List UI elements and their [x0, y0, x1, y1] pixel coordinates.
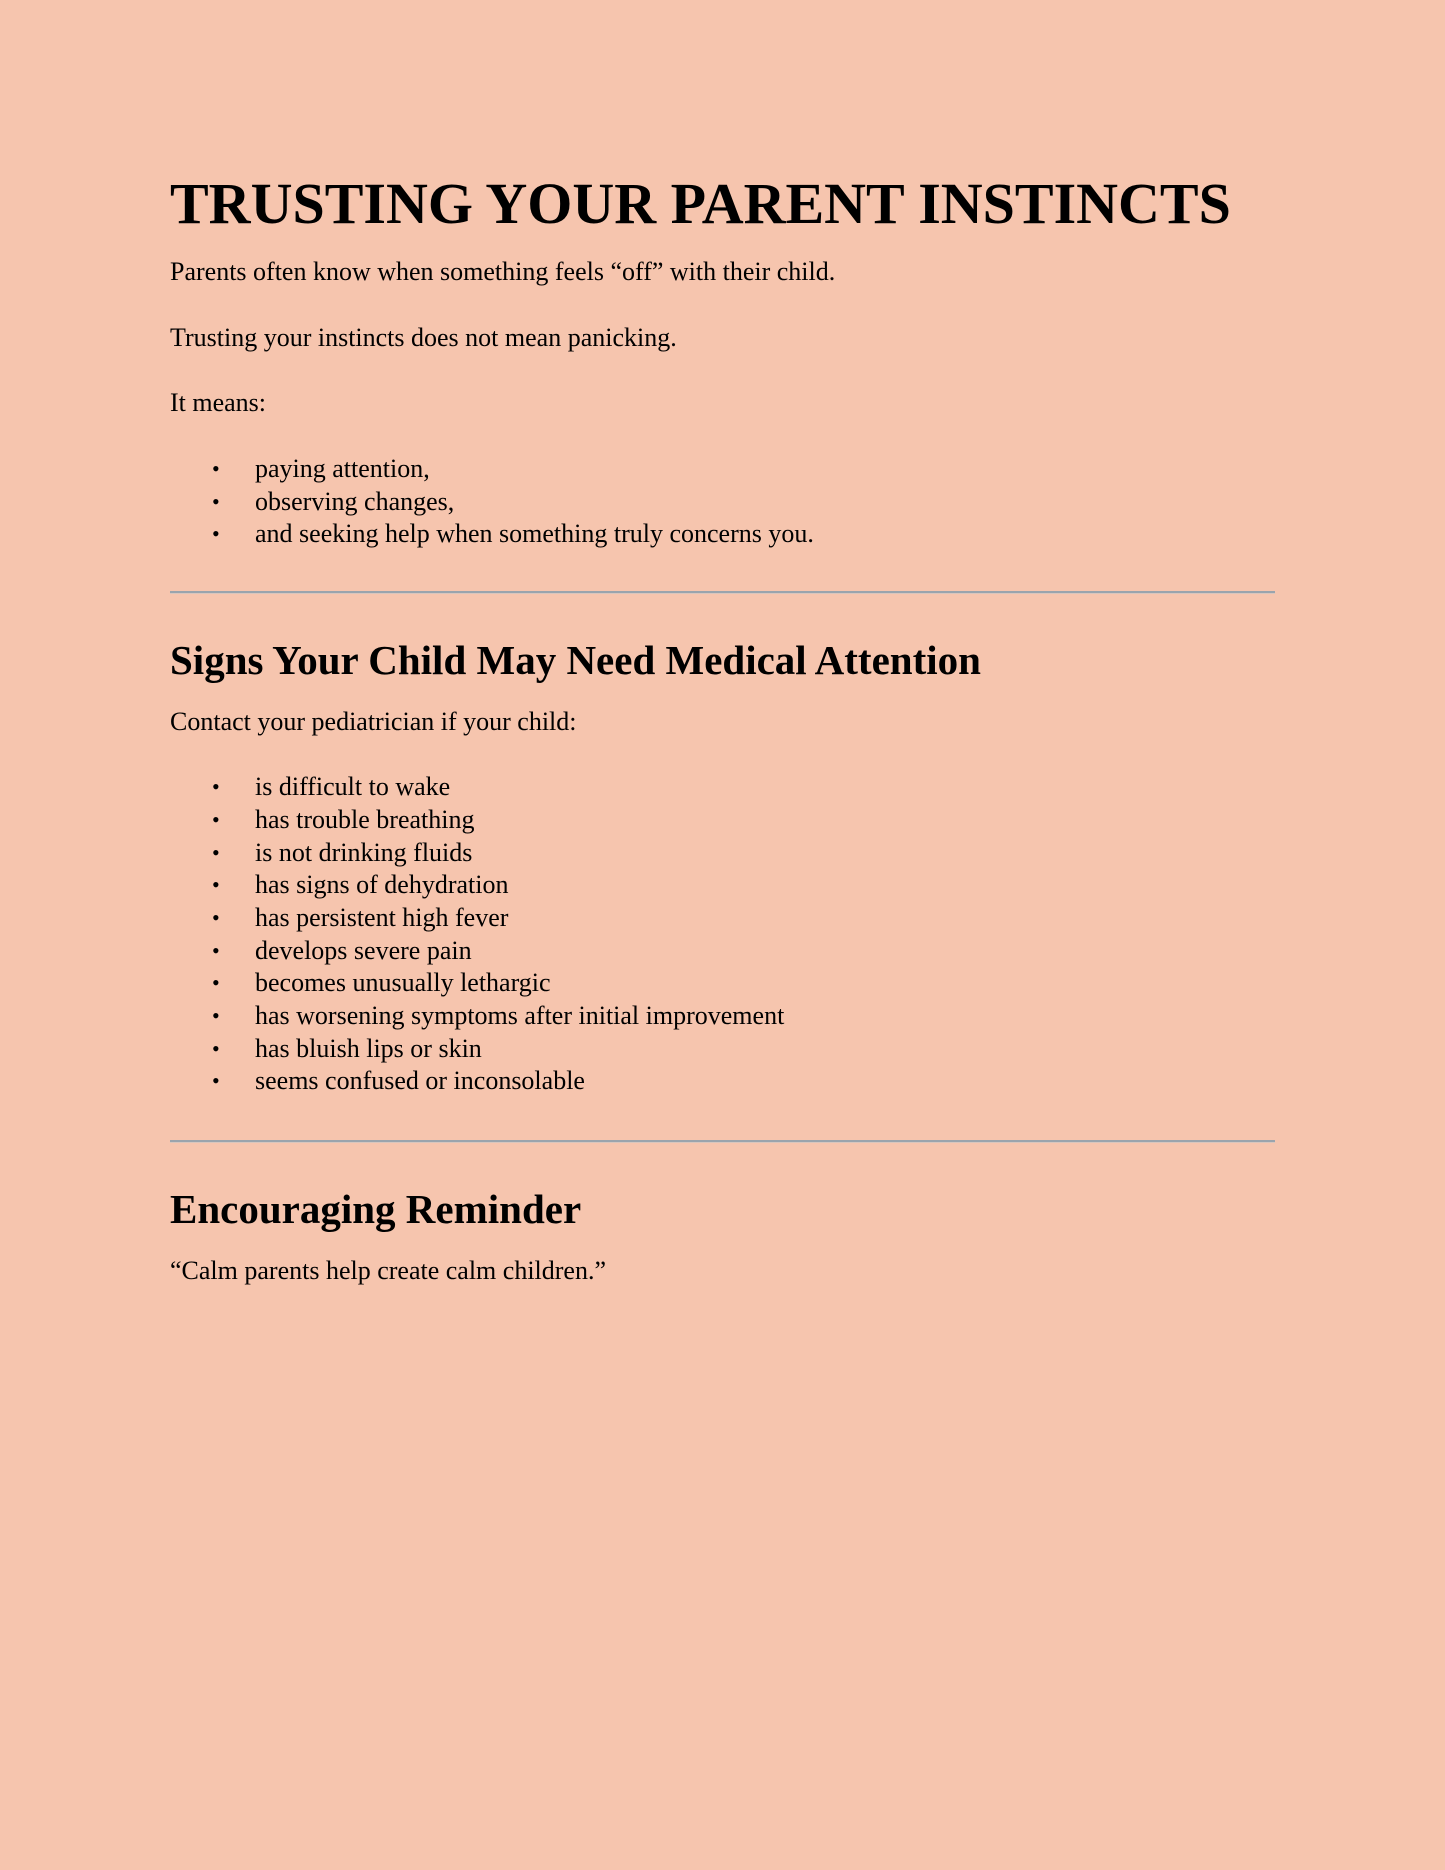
- bullet-icon: •: [212, 774, 220, 800]
- signs-list: [170, 771, 1275, 1098]
- instinct-list: [170, 453, 1275, 551]
- bullet-icon: •: [212, 1003, 220, 1029]
- intro-paragraph-2: Trusting your instincts does not mean panicking.: [170, 323, 677, 352]
- list-item: • seems confused or inconsolable: [170, 1065, 1275, 1098]
- bullet-icon: •: [212, 521, 220, 547]
- list-item: • observing changes,: [170, 486, 1275, 519]
- list-item: • is difficult to wake: [170, 771, 1275, 804]
- bullet-icon: •: [212, 839, 220, 865]
- list-item: • has persistent high fever: [170, 902, 1275, 935]
- list-item: • becomes unusually lethargic: [170, 967, 1275, 1000]
- page-title: TRUSTING YOUR PARENT INSTINCTS: [170, 171, 1231, 236]
- list-item: • and seeking help when something truly concerns you.: [170, 518, 1275, 551]
- intro-paragraph-1: Parents often know when something feels “off” with their child.: [170, 257, 836, 286]
- bullet-icon: •: [212, 904, 220, 930]
- bullet-icon: •: [212, 488, 220, 514]
- list-item: • has trouble breathing: [170, 804, 1275, 837]
- list-item: • paying attention,: [170, 453, 1275, 486]
- bullet-icon: •: [212, 1035, 220, 1061]
- bullet-icon: •: [212, 806, 220, 832]
- bullet-icon: •: [212, 1068, 220, 1094]
- signs-lead: Contact your pediatrician if your child:: [170, 707, 577, 737]
- list-item: • is not drinking fluids: [170, 837, 1275, 870]
- list-item: • has worsening symptoms after initial improvement: [170, 1000, 1275, 1033]
- reminder-quote: “Calm parents help create calm children.”: [170, 1256, 607, 1286]
- list-item: • develops severe pain: [170, 935, 1275, 968]
- section-divider: [170, 1140, 1275, 1143]
- bullet-icon: •: [212, 937, 220, 963]
- list-item: • has bluish lips or skin: [170, 1033, 1275, 1066]
- document-content: [170, 166, 1275, 1287]
- bullet-icon: •: [212, 456, 220, 481]
- section-heading-signs: Signs Your Child May Need Medical Attention: [170, 637, 981, 684]
- section-heading-reminder: Encouraging Reminder: [170, 1186, 582, 1233]
- section-divider: [170, 591, 1275, 594]
- intro-paragraph-3: It means:: [170, 388, 267, 417]
- list-item: • has signs of dehydration: [170, 869, 1275, 902]
- bullet-icon: •: [212, 970, 220, 996]
- bullet-icon: •: [212, 872, 220, 898]
